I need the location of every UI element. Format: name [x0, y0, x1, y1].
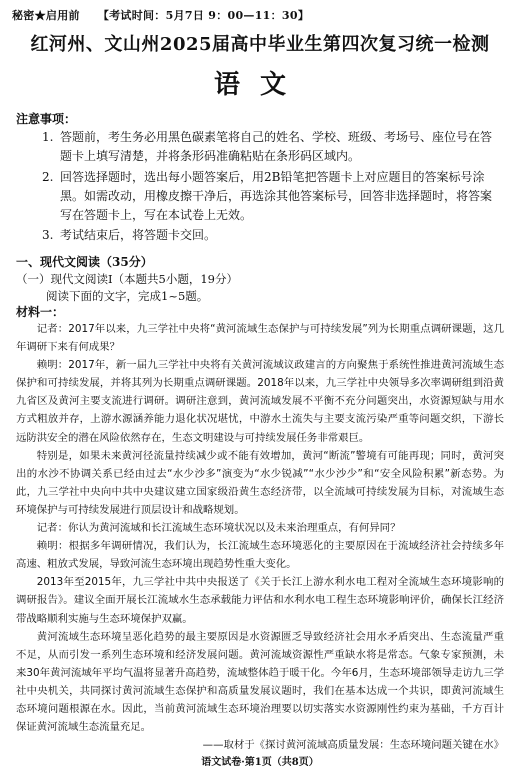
material-paragraph: 赖明：2017年，新一届九三学社中央将有关黄河流域议政建言的方向聚焦于系统性推进黄河流域生态保护和可持续发展，并将其列为长期重点调研课题。2018年以来，九三学社中央领导多次率调研组到沿黄九省区及黄河主要支流进行调研。调研注意到，黄河流域发展不平衡不充分问题突出，水资源短缺与用水方式粗放并存，上游水源涵养能力退化状况堪忧，中游水土流失与主要支流污染严重等问题交织，下游长远防洪安全的潜在风险依然存在，生态文明建设与可持续发展任务非常艰巨。	[16, 359, 504, 444]
material-source: ——取材于《探讨黄河流域高质量发展：生态环境问题关键在水》	[202, 739, 504, 752]
material-paragraph: 黄河流域生态环境呈恶化趋势的最主要原因是水资源匮乏导致经济社会用水矛盾突出、生态流量严重不足，从而引发一系列生态环境和经济发展问题。黄河流域资源性严重缺水将是常态。气象专家预测，未来30年黄河流域年平均气温将显著升高趋势，流域整体趋于暖干化。今年6月，生态环境部领导走访九三学社中央机关，共同探讨黄河流域生态保护和高质量发展议题时，我们在基本达成一个共识，即黄河流域生态环境问题根源在水。因此，当前黄河流域生态环境治理要以切实落实水资源刚性约束为基础，千方百计保证黄河流域生态流量充足。	[16, 630, 504, 734]
material-label: 材料一：	[16, 305, 65, 319]
note-item	[42, 128, 502, 166]
material-paragraph: 记者：2017年以来，九三学社中央将“黄河流域生态保护与可持续发展”列为长期重点调研课题，这几年调研下来有何成果？	[16, 323, 504, 354]
note-number: 2.	[42, 170, 54, 184]
reading-material	[16, 320, 504, 754]
note-text: 答题前，考生务必用黑色碳素笔将自己的姓名、学校、班级、考场号、座位号在答题卡上填写清楚，并将条形码准确粘贴在条形码区域内。	[60, 130, 493, 163]
note-item	[42, 226, 502, 245]
subject-title: 语文	[213, 70, 306, 100]
note-item	[42, 168, 502, 225]
subsection-heading: （一）现代文阅读Ⅰ（本题共5小题，19分）	[16, 272, 238, 286]
exam-header	[12, 7, 508, 23]
note-text: 回答选择题时，选出每小题答案后，用2B铅笔把答题卡上对应题目的答案标号涂黑。如需改动，用橡皮擦干净后，再选涂其他答案标号，回答非选择题时，将答案写在答题卡上，写在本试卷上无效。	[60, 170, 493, 222]
note-number: 1.	[42, 130, 54, 144]
notes-heading: 注意事项：	[16, 112, 77, 126]
page-footer: 语文试卷·第1页（共8页）	[201, 757, 319, 768]
material-paragraph: 特别是，如果未来黄河径流量持续减少或不能有效增加，黄河“断流”警境有可能再现；同时，黄河突出的水沙不协调关系已经由过去“水少沙多”演变为“水少锐减”“水少沙少”和“安全风险积累”新态势。为此，九三学社中央向中共中央建议建立国家级沿黄生态经济带，以全流域可持续发展为目标，对流域生态环境保护与可持续发展进行顶层设计和战略规划。	[16, 449, 504, 516]
reading-instruction: 阅读下面的文字，完成1~5题。	[46, 289, 209, 303]
section-heading: 一、现代文阅读（35分）	[16, 255, 153, 269]
note-number: 3.	[42, 228, 54, 242]
material-paragraph: 2013年至2015年，九三学社中共中央报送了《关于长江上游水利水电工程对全流域生态环境影响的调研报告》。建议全面开展长江流域水生态承载能力评估和水利水电工程生态环境影响评价，确保长江经济带战略顺利实施与生态环境保护双赢。	[16, 576, 504, 625]
exam-time: 【考试时间：5月7日 9：00—11：30】	[97, 9, 310, 22]
exam-title: 红河州、文山州2025届高中毕业生第四次复习统一检测	[30, 34, 490, 55]
confidential-label: 秘密★启用前	[12, 9, 80, 22]
material-paragraph: 记者：你认为黄河流域和长江流域生态环境状况以及未来治理重点，有何异同？	[36, 522, 401, 535]
note-text: 考试结束后，将答题卡交回。	[60, 228, 217, 242]
material-paragraph: 赖明：根据多年调研情况，我们认为，长江流域生态环境恶化的主要原因在于流域经济社会持续多年高速、粗放式发展，导致河流生态环境出现趋势性重大变化。	[16, 540, 504, 571]
